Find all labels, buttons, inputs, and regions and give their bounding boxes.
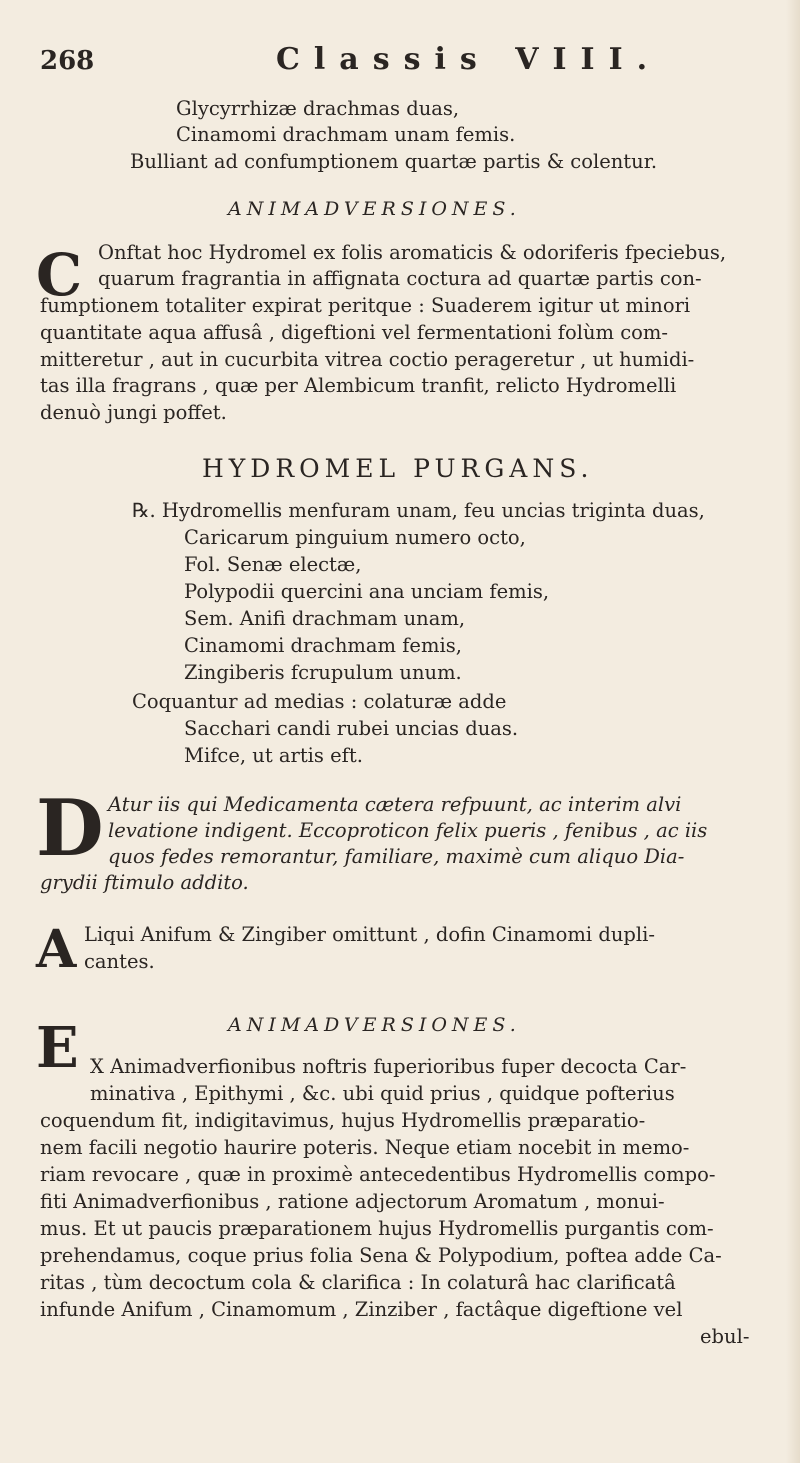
section-heading: ANIMADVERSIONES. [228,198,521,220]
text-line: ritas , tùm decoctum cola & clarifica : In colaturâ hac clarificatâ [40,1271,676,1294]
text-line: Caricarum pinguium numero octo, [184,526,526,549]
running-title: Classis VIII. [276,42,662,77]
text-line: tas illa fragrans , quæ per Alembicum tranfit, relicto Hydromelli [40,374,677,397]
text-line: quantitate aqua affusâ , digeftioni vel fermentationi folùm com- [40,321,668,344]
text-line: prehendamus, coque prius folia Sena & Polypodium, poftea adde Ca- [40,1244,722,1267]
text-line: nem facili negotio haurire poteris. Neque etiam nocebit in memo- [40,1136,690,1159]
text-line: Liqui Anifum & Zingiber omittunt , dofin Cinamomi dupli- [84,923,655,946]
text-line: quos fedes remorantur, familiare, maximè cum aliquo Dia- [108,845,685,868]
text-line: denuò jungi poffet. [40,401,227,424]
drop-cap: D [36,783,104,874]
text-line: mitteretur , aut in cucurbita vitrea coctio perageretur , ut humidi- [40,348,695,371]
text-line: Fol. Senæ electæ, [184,553,362,576]
page-number: 268 [40,46,95,76]
text-line: levatione indigent. Eccoproticon felix pueris , fenibus , ac iis [108,819,708,842]
text-line: Mifce, ut artis eft. [184,744,363,767]
section-heading: ANIMADVERSIONES. [228,1014,521,1036]
drop-cap: E [36,1015,79,1081]
text-line: grydii ftimulo addito. [40,871,249,894]
text-line: Sem. Anifi drachmam unam, [184,607,466,630]
text-line: fiti Animadverfionibus , ratione adjectorum Aromatum , monui- [40,1190,665,1213]
recipe-title: HYDROMEL PURGANS. [202,454,594,483]
text-line: Cinamomi drachmam unam femis. [176,123,516,146]
text-line: Polypodii quercini ana unciam femis, [184,580,550,603]
text-line: Zingiberis fcrupulum unum. [184,661,462,684]
text-line: Cinamomi drachmam femis, [184,634,462,657]
drop-cap: C [36,241,83,309]
text-line: X Animadverfionibus noftris fuperioribus fuper decocta Car- [90,1055,687,1078]
text-line: coquendum fit, indigitavimus, hujus Hydromellis præparatio- [40,1109,646,1132]
text-line: infunde Anifum , Cinamomum , Zinziber , factâque digeftione vel [40,1298,683,1321]
text-line: minativa , Epithymi , &c. ubi quid prius , quidque pofterius [90,1082,675,1105]
catchword: ebul- [700,1325,750,1348]
page-header [40,42,748,86]
text-line: Coquantur ad medias : colaturæ adde [132,690,507,713]
drop-cap: A [36,919,77,980]
text-line: mus. Et ut paucis præparationem hujus Hydromellis purgantis com- [40,1217,714,1240]
page-edge-shadow [786,0,800,1463]
text-line: fumptionem totaliter expirat peritque : Suaderem igitur ut minori [40,294,691,317]
text-line: Atur iis qui Medicamenta cætera refpuunt, ac interim alvi [108,793,682,816]
text-line: Bulliant ad confumptionem quartæ partis & colentur. [130,150,658,173]
text-line: quarum fragrantia in affignata coctura ad quartæ partis con- [98,267,702,290]
text-line: Glycyrrhizæ drachmas duas, [176,97,460,120]
text-line: cantes. [84,950,155,973]
text-line: riam revocare , quæ in proximè antecedentibus Hydromellis compo- [40,1163,716,1186]
text-line: Onftat hoc Hydromel ex folis aromaticis & odoriferis fpeciebus, [98,241,727,264]
text-line: ℞. Hydromellis menfuram unam, feu uncias triginta duas, [132,499,705,522]
text-line: Sacchari candi rubei uncias duas. [184,717,519,740]
